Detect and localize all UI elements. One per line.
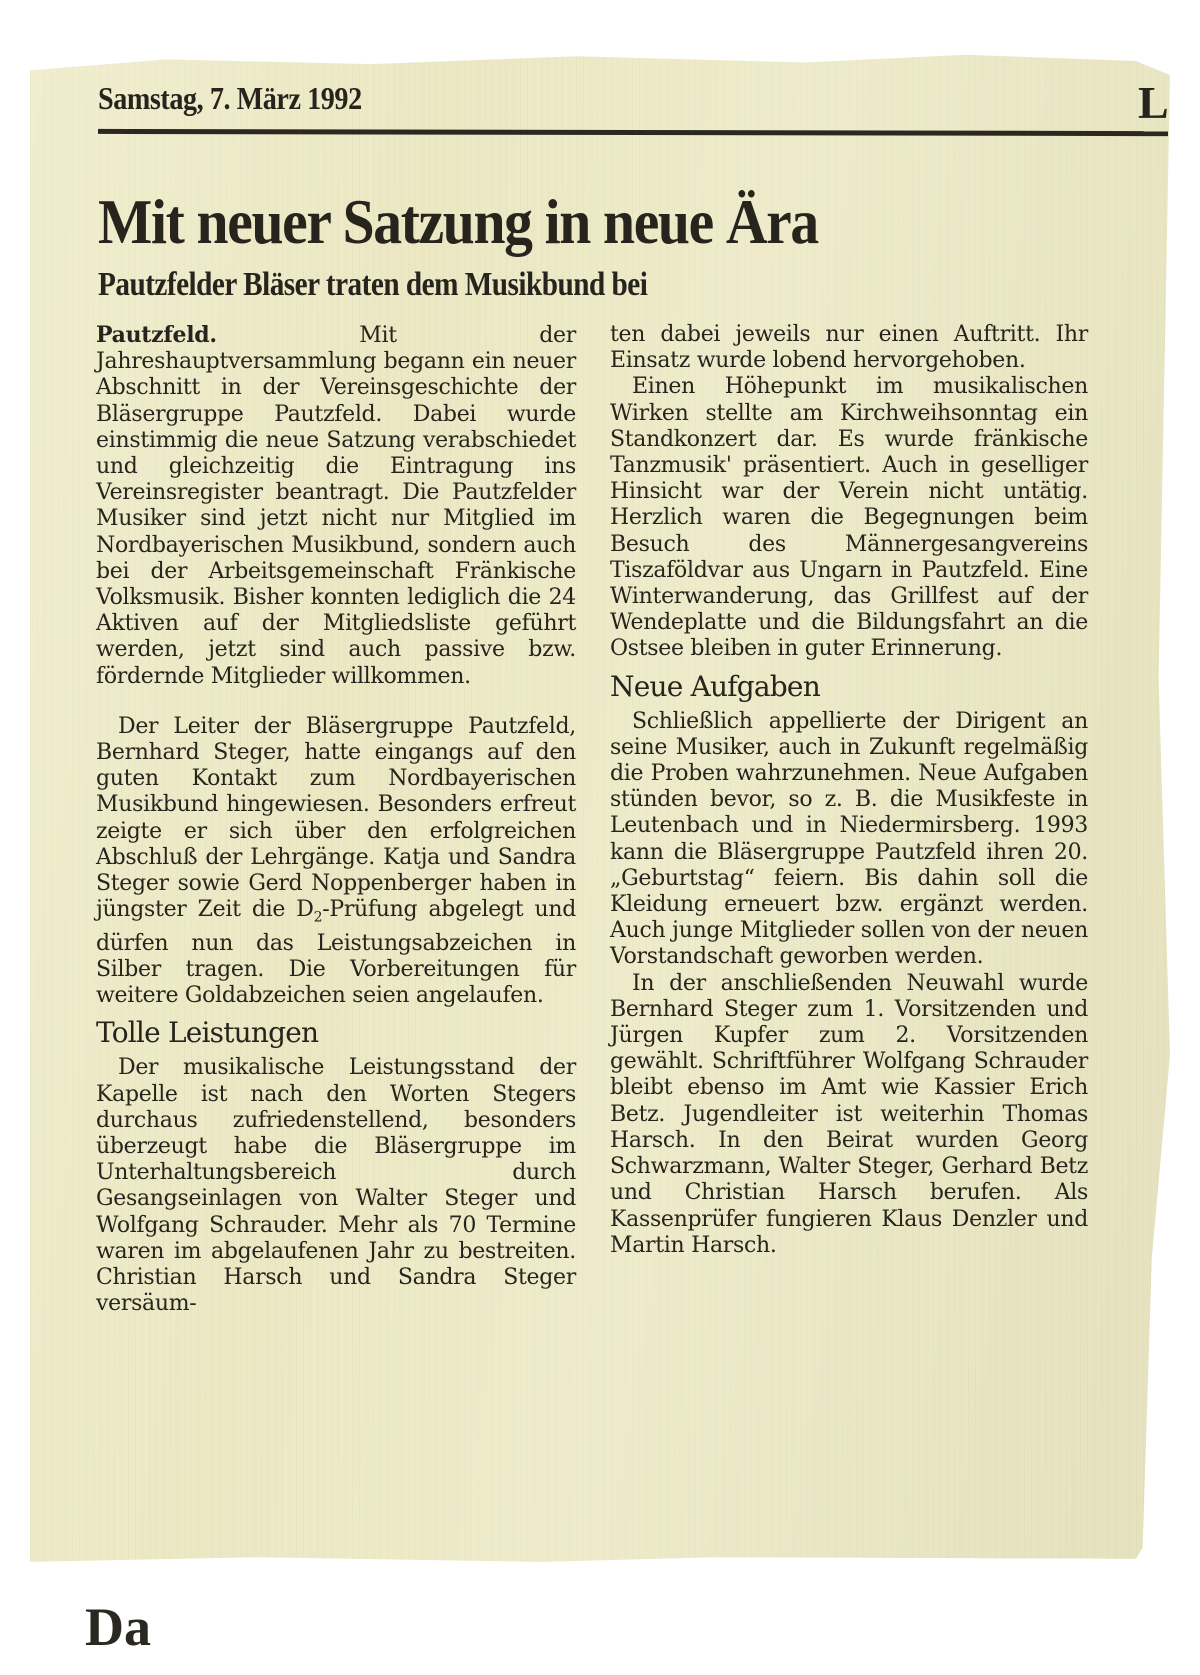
paragraph: Der musikalische Leistungsstand der Kapelle ist nach den Worten Stegers durchaus zufriedenstellend, besonders überzeugt habe die Bläsergruppe im Unterhaltungsbereich durch Gesangseinlagen von Walter Steger und Wolfgang Schrauder. Mehr als 70 Termine waren im abgelaufenen Jahr zu bestreiten. Christian Harsch und Sandra Steger versäum- [96,1055,576,1317]
paragraph [96,714,576,1010]
subscript: 2 [313,909,323,926]
paragraph: ten dabei jeweils nur einen Auftritt. Ihr Einsatz wurde lobend hervorgehoben. [610,322,1088,374]
page-marker: L [1138,77,1169,128]
paragraph: In der anschließenden Neuwahl wurde Bernhard Steger zum 1. Vorsitzenden und Jürgen Kupfer zum 2. Vorsitzenden gewählt. Schriftführer Wolfgang Schrauder bleibt ebenso im Amt wie Kassier Erich Betz. Jugendleiter ist weiterhin Thomas Harsch. In den Beirat wurden Georg Schwarzmann, Walter Steger, Gerhard Betz und Christian Harsch berufen. Als Kassenprüfer fungieren Klaus Denzler und Martin Harsch. [610,970,1088,1258]
article-column-left [96,322,576,1318]
dateline: Pautzfeld. [96,322,217,348]
section-heading: Tolle Leistungen [96,1016,319,1050]
issue-date: Samstag, 7. März 1992 [98,80,362,116]
headline: Mit neuer Satzung in neue Ära [98,186,818,257]
paragraph-text: -Prüfung abgelegt und dürfen nun das Leistungsabzeichen in Silber tragen. Die Vorbereitungen für weitere Goldabzeichen seien angelaufen. [96,897,577,1009]
article-column-right [610,322,1088,1259]
fragment-text: Da [85,1597,151,1657]
cut-off-text-fragment [85,1597,165,1657]
paragraph-text: Der Leiter der Bläsergruppe Pautzfeld, Bernhard Steger, hatte eingangs auf den guten Kontakt zum Nordbayerischen Musikbund hingewiesen. Besonders erfreut zeigte er sich über den erfolgreichen Abschluß der Lehrgänge. Katja und Sandra Steger sowie Gerd Noppenberger haben in jüngster Zeit die D [96,713,576,923]
subheadline: Pautzfelder Bläser traten dem Musikbund bei [98,266,648,303]
paragraph: Schließlich appellierte der Dirigent an seine Musiker, auch in Zukunft regelmäßig die Proben wahrzunehmen. Neue Aufgaben stünden bevor, so z. B. die Musikfeste in Leutenbach und in Niedermirsberg. 1993 kann die Bläsergruppe Pautzfeld ihren 20. „Geburtstag“ feiern. Bis dahin soll die Kleidung erneuert bzw. ergänzt werden. Auch junge Mitglieder sollen von der neuen Vorstandschaft geworben werden. [610,708,1088,970]
paragraph-text: Mit der Jahreshauptversammlung begann ein neuer Abschnitt in der Vereinsgeschichte der Bläsergruppe Pautzfeld. Dabei wurde einstimmig die neue Satzung verabschiedet und gleichzeitig die Eintragung ins Vereinsregister beantragt. Die Pautzfelder Musiker sind jetzt nicht nur Mitglied im Nordbayerischen Musikbund, sondern auch bei der Arbeitsgemeinschaft Fränkische Volksmusik. Bisher konnten lediglich die 24 Aktiven auf der Mitgliedsliste geführt werden, jetzt sind auch passive bzw. fördernde Mitglieder willkommen. [96,323,576,689]
paragraph: Einen Höhepunkt im musikalischen Wirken stellte am Kirchweihsonntag ein Standkonzert dar. Es wurde fränkische Tanzmusik' präsentiert. Auch in geselliger Hinsicht war der Verein nicht untätig. Herzlich waren die Begegnungen beim Besuch des Männergesangvereins Tiszaföldvar aus Ungarn in Pautzfeld. Eine Winterwanderung, das Grillfest auf der Wendeplatte und die Bildungsfahrt an die Ostsee bleiben in guter Erinnerung. [610,374,1088,662]
paragraph [96,322,576,690]
section-heading: Neue Aufgaben [610,669,820,703]
